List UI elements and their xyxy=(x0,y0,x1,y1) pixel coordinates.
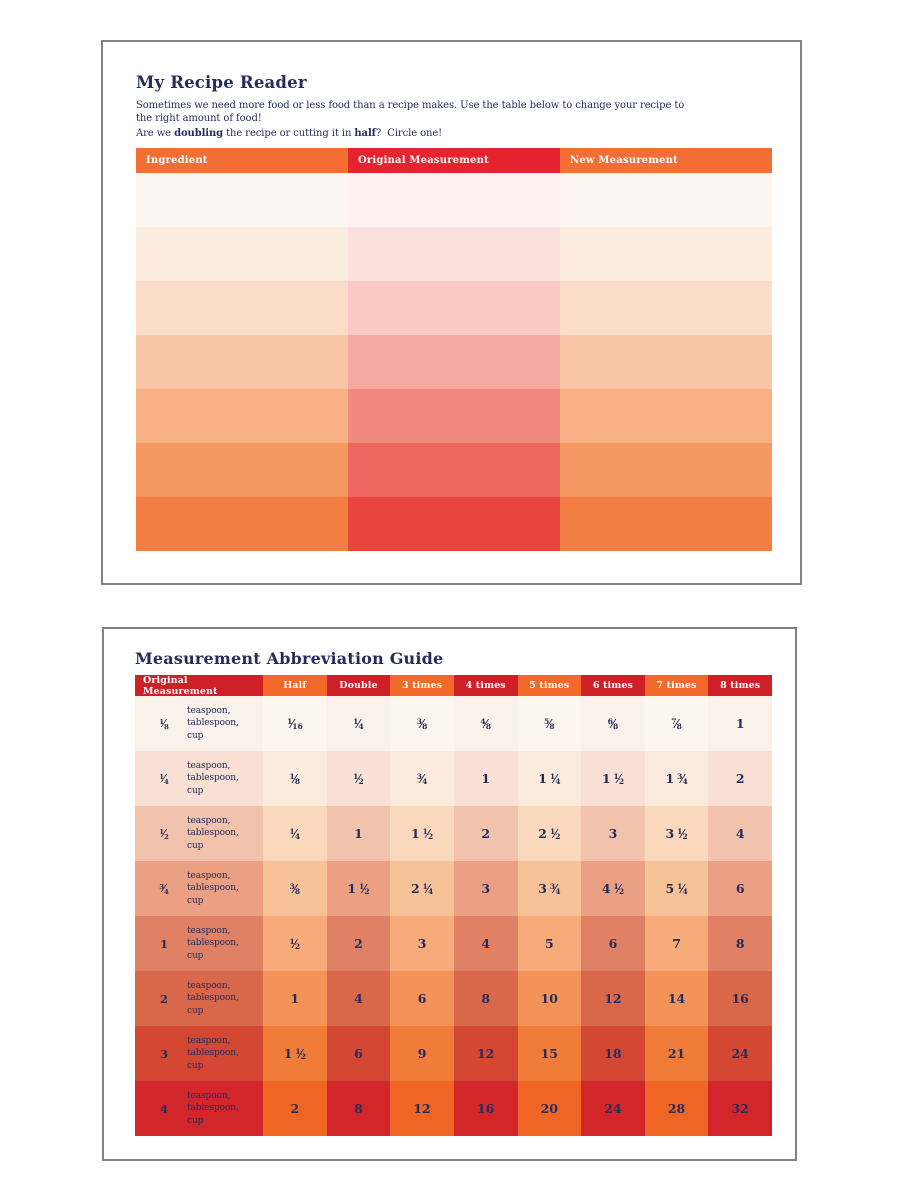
recipe-empty-cell xyxy=(348,497,560,551)
guide-value-cell: 6 xyxy=(390,971,454,1026)
guide-value-cell: 21 xyxy=(645,1026,709,1081)
guide-value-cell: 12 xyxy=(454,1026,518,1081)
guide-original-amount: 3 xyxy=(159,1046,168,1061)
recipe-reader-title: My Recipe Reader xyxy=(136,73,307,92)
recipe-empty-row xyxy=(136,443,772,497)
guide-value-cell: 5 xyxy=(518,916,582,971)
recipe-empty-cell xyxy=(560,335,772,389)
guide-value-cell: 3 xyxy=(390,916,454,971)
guide-unit-label: teaspoon, tablespoon, cup xyxy=(187,815,239,851)
guide-value-cell: 4 $^1⁄_2$ xyxy=(581,861,645,916)
intro-line-1: Sometimes we need more food or less food than a recipe makes. Use the table below to change your recipe to xyxy=(136,100,685,111)
guide-unit-label: teaspoon, tablespoon, cup xyxy=(187,705,239,741)
guide-value-cell: $^1⁄_4$ xyxy=(327,696,391,751)
guide-value-cell: 5 $^1⁄_4$ xyxy=(645,861,709,916)
guide-value-cell: $^1⁄_2$ xyxy=(327,751,391,806)
guide-value-cell: 2 $^1⁄_2$ xyxy=(518,806,582,861)
recipe-column-header: New Measurement xyxy=(560,148,772,173)
guide-value-cell: 15 xyxy=(518,1026,582,1081)
recipe-empty-cell xyxy=(136,173,348,227)
guide-value-cell: 1 xyxy=(454,751,518,806)
guide-value-cell: 3 $^3⁄_4$ xyxy=(518,861,582,916)
recipe-empty-cell xyxy=(348,443,560,497)
guide-value-cell: 2 xyxy=(263,1081,327,1136)
recipe-reader-question xyxy=(136,127,442,140)
recipe-empty-cell xyxy=(136,335,348,389)
guide-original-cell xyxy=(135,1026,263,1081)
recipe-empty-row xyxy=(136,281,772,335)
recipe-empty-cell xyxy=(136,497,348,551)
guide-value-cell: 3 $^1⁄_2$ xyxy=(645,806,709,861)
guide-column-header: 4 times xyxy=(454,675,518,696)
guide-column-header: 5 times xyxy=(518,675,582,696)
question-bold-half: half xyxy=(354,128,376,139)
guide-value-cell: 4 xyxy=(454,916,518,971)
guide-value-cell: 6 xyxy=(708,861,772,916)
recipe-empty-cell xyxy=(560,281,772,335)
guide-data-row xyxy=(135,1081,772,1136)
question-segment: the recipe or cutting it in xyxy=(223,128,355,139)
recipe-empty-row xyxy=(136,335,772,389)
guide-data-row xyxy=(135,806,772,861)
guide-original-cell xyxy=(135,971,263,1026)
guide-value-cell: 16 xyxy=(454,1081,518,1136)
guide-value-cell: $^7⁄_8$ xyxy=(645,696,709,751)
recipe-empty-cell xyxy=(560,173,772,227)
guide-value-cell: 2 xyxy=(454,806,518,861)
guide-original-cell xyxy=(135,806,263,861)
guide-original-amount: $^1⁄_4$ xyxy=(159,771,169,786)
recipe-empty-cell xyxy=(560,227,772,281)
recipe-reader-intro xyxy=(136,99,684,125)
guide-value-cell: 18 xyxy=(581,1026,645,1081)
guide-unit-label: teaspoon, tablespoon, cup xyxy=(187,1090,239,1126)
measurement-guide-card xyxy=(102,627,797,1161)
recipe-empty-cell xyxy=(136,443,348,497)
recipe-empty-cell xyxy=(348,173,560,227)
guide-value-cell: 1 $^1⁄_4$ xyxy=(518,751,582,806)
guide-data-row xyxy=(135,1026,772,1081)
guide-original-cell xyxy=(135,696,263,751)
recipe-table xyxy=(136,148,772,551)
guide-value-cell: 3 xyxy=(581,806,645,861)
guide-value-cell: $^6⁄_8$ xyxy=(581,696,645,751)
guide-original-cell xyxy=(135,1081,263,1136)
guide-original-amount: 1 xyxy=(159,936,168,951)
recipe-empty-cell xyxy=(136,281,348,335)
guide-value-cell: 24 xyxy=(581,1081,645,1136)
guide-value-cell: 2 $^1⁄_4$ xyxy=(390,861,454,916)
guide-unit-label: teaspoon, tablespoon, cup xyxy=(187,760,239,796)
guide-value-cell: 32 xyxy=(708,1081,772,1136)
recipe-column-header: Original Measurement xyxy=(348,148,560,173)
recipe-table-header-row xyxy=(136,148,772,173)
guide-data-row xyxy=(135,916,772,971)
guide-value-cell: 4 xyxy=(708,806,772,861)
guide-value-cell: 1 $^3⁄_4$ xyxy=(645,751,709,806)
guide-value-cell: 8 xyxy=(708,916,772,971)
guide-value-cell: 8 xyxy=(327,1081,391,1136)
guide-value-cell: 1 xyxy=(263,971,327,1026)
guide-column-header: Half xyxy=(263,675,327,696)
guide-column-header: Double xyxy=(327,675,391,696)
guide-value-cell: $^5⁄_8$ xyxy=(518,696,582,751)
guide-value-cell: 4 xyxy=(327,971,391,1026)
guide-value-cell: 7 xyxy=(645,916,709,971)
recipe-empty-cell xyxy=(348,227,560,281)
guide-value-cell: 9 xyxy=(390,1026,454,1081)
guide-value-cell: 1 $^1⁄_2$ xyxy=(263,1026,327,1081)
guide-value-cell: 28 xyxy=(645,1081,709,1136)
guide-value-cell: 1 xyxy=(327,806,391,861)
recipe-empty-cell xyxy=(348,281,560,335)
guide-value-cell: 1 $^1⁄_2$ xyxy=(327,861,391,916)
recipe-empty-cell xyxy=(348,335,560,389)
question-segment: Are we xyxy=(136,128,175,139)
recipe-empty-cell xyxy=(560,443,772,497)
guide-value-cell: $^4⁄_8$ xyxy=(454,696,518,751)
recipe-empty-cell xyxy=(560,497,772,551)
guide-value-cell: 6 xyxy=(327,1026,391,1081)
guide-value-cell: 12 xyxy=(390,1081,454,1136)
measurement-guide-title: Measurement Abbreviation Guide xyxy=(135,649,444,668)
guide-value-cell: $^1⁄_2$ xyxy=(263,916,327,971)
guide-table-header-row xyxy=(135,675,772,696)
guide-column-header: 3 times xyxy=(390,675,454,696)
guide-unit-label: teaspoon, tablespoon, cup xyxy=(187,870,239,906)
guide-value-cell: 3 xyxy=(454,861,518,916)
guide-unit-label: teaspoon, tablespoon, cup xyxy=(187,925,239,961)
guide-value-cell: $^3⁄_8$ xyxy=(263,861,327,916)
guide-data-row xyxy=(135,696,772,751)
guide-original-amount: $^1⁄_2$ xyxy=(159,826,169,841)
guide-value-cell: 24 xyxy=(708,1026,772,1081)
intro-line-2: the right amount of food! xyxy=(136,113,262,124)
recipe-empty-row xyxy=(136,227,772,281)
guide-original-amount: $^3⁄_4$ xyxy=(159,881,169,896)
guide-original-amount: 2 xyxy=(159,991,168,1006)
guide-original-cell xyxy=(135,861,263,916)
guide-unit-label: teaspoon, tablespoon, cup xyxy=(187,1035,239,1071)
guide-data-row xyxy=(135,861,772,916)
recipe-empty-cell xyxy=(560,389,772,443)
guide-column-header: Original Measurement xyxy=(135,675,263,696)
guide-value-cell: $^1⁄_{16}$ xyxy=(263,696,327,751)
guide-original-amount: $^1⁄_8$ xyxy=(159,716,169,731)
guide-value-cell: 1 $^1⁄_2$ xyxy=(581,751,645,806)
recipe-empty-row xyxy=(136,173,772,227)
guide-data-row xyxy=(135,971,772,1026)
guide-unit-label: teaspoon, tablespoon, cup xyxy=(187,980,239,1016)
guide-value-cell: 2 xyxy=(327,916,391,971)
guide-value-cell: $^3⁄_8$ xyxy=(390,696,454,751)
guide-data-row xyxy=(135,751,772,806)
question-segment: ? Circle one! xyxy=(375,128,443,139)
guide-value-cell: $^1⁄_8$ xyxy=(263,751,327,806)
guide-value-cell: $^3⁄_4$ xyxy=(390,751,454,806)
guide-value-cell: 1 xyxy=(708,696,772,751)
guide-value-cell: $^1⁄_4$ xyxy=(263,806,327,861)
guide-original-amount: 4 xyxy=(159,1101,168,1116)
guide-value-cell: 6 xyxy=(581,916,645,971)
guide-original-cell xyxy=(135,916,263,971)
question-bold-doubling: doubling xyxy=(174,128,224,139)
guide-original-cell xyxy=(135,751,263,806)
guide-value-cell: 8 xyxy=(454,971,518,1026)
recipe-empty-row xyxy=(136,497,772,551)
recipe-empty-cell xyxy=(348,389,560,443)
guide-value-cell: 16 xyxy=(708,971,772,1026)
guide-value-cell: 14 xyxy=(645,971,709,1026)
recipe-empty-cell xyxy=(136,227,348,281)
guide-value-cell: 1 $^1⁄_2$ xyxy=(390,806,454,861)
recipe-reader-card xyxy=(101,40,802,585)
guide-column-header: 8 times xyxy=(708,675,772,696)
recipe-empty-row xyxy=(136,389,772,443)
guide-value-cell: 2 xyxy=(708,751,772,806)
guide-value-cell: 10 xyxy=(518,971,582,1026)
recipe-column-header: Ingredient xyxy=(136,148,348,173)
guide-column-header: 7 times xyxy=(645,675,709,696)
guide-value-cell: 12 xyxy=(581,971,645,1026)
guide-value-cell: 20 xyxy=(518,1081,582,1136)
measurement-guide-table xyxy=(135,675,772,1136)
recipe-empty-cell xyxy=(136,389,348,443)
guide-column-header: 6 times xyxy=(581,675,645,696)
